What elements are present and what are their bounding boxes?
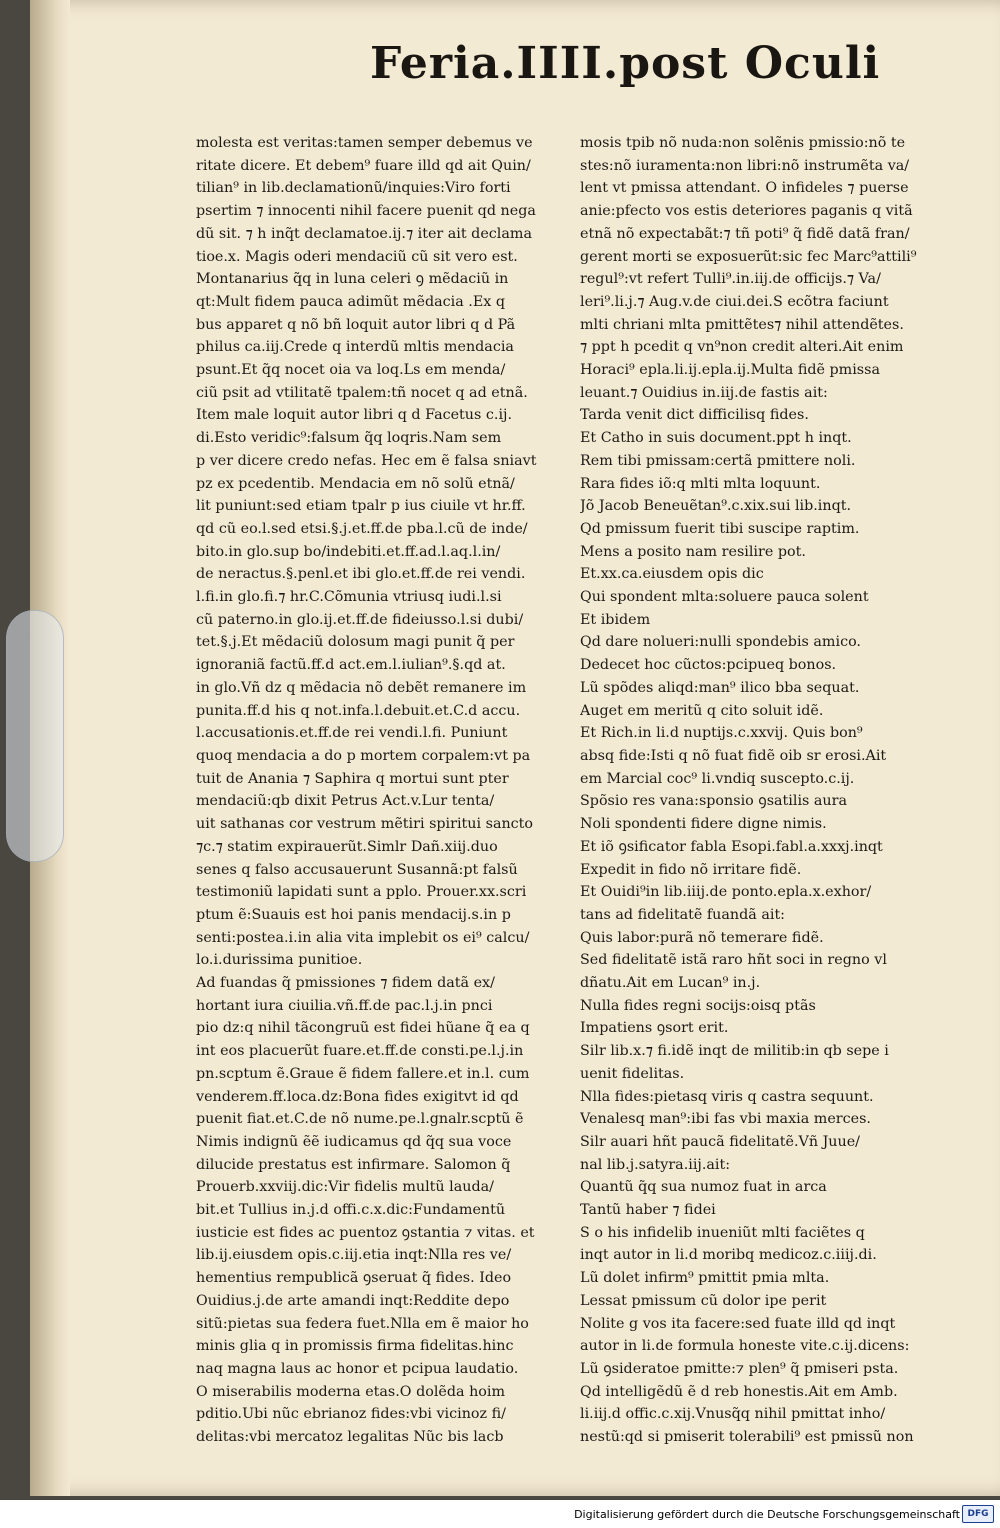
text-line: psertim ⁊ innocenti nihil facere puenit qd nega (196, 203, 536, 220)
text-line: tilian⁹ in lib.declamationũ/inquies:Viro forti (196, 180, 511, 197)
text-line: absq fide:Isti q nõ fuat fidẽ oib sr erosi.Ait (580, 747, 887, 764)
text-line: Silr auari hñt paucã fidelitatẽ.Vñ Juue/ (580, 1133, 861, 1150)
text-line: lo.i.durissima punitioe. (196, 952, 363, 969)
text-line: molesta est veritas:tamen semper debemus ve (196, 135, 533, 151)
text-line: punita.ff.d his q not.infa.l.debuit.et.C.d accu. (196, 702, 521, 719)
text-line: Et Rich.in li.d nuptijs.c.xxvij. Quis bon⁹ (580, 725, 863, 742)
text-line: ritate dicere. Et debem⁹ fuare illd qd ait Quin/ (196, 157, 531, 174)
text-line: hortant iura ciuilia.vñ.ff.de pac.l.j.in pnci (196, 997, 493, 1014)
text-line: inqt autor in li.d moribq medicoz.c.iiij.di. (580, 1247, 877, 1264)
text-line: ⁊c.⁊ statim expirauerũt.Simlr Dañ.xiij.duo (196, 838, 498, 855)
text-line: pn.scptum ẽ.Graue ẽ fidem fallere.et in.l. cum (196, 1065, 530, 1082)
text-line: tioe.x. Magis oderi mendaciũ cũ sit vero est. (196, 248, 518, 265)
text-line: Noli spondenti fidere digne nimis. (580, 816, 827, 833)
text-line: Qd dare nolueri:nulli spondebis amico. (580, 634, 861, 651)
text-line: bito.in glo.sup bo/indebiti.et.ff.ad.l.aq.l.in/ (196, 543, 501, 560)
text-line: pz ex pcedentib. Mendacia em nõ solũ etnã/ (196, 475, 515, 492)
text-line: tuit de Anania ⁊ Saphira q mortui sunt pter (196, 770, 509, 787)
text-line: psunt.Et q̃q nocet oia va loq.Ls em menda/ (196, 362, 506, 379)
text-line: regul⁹:vt refert Tulli⁹.in.iij.de officijs.⁊ Va/ (580, 271, 881, 288)
digitization-footer (0, 1500, 1000, 1528)
footer-credit: Digitalisierung gefördert durch die Deutsche Forschungsgemeinschaft (574, 1508, 960, 1521)
text-line: p ver dicere credo nefas. Hec em ẽ falsa sniavt (196, 452, 537, 469)
text-line: Et Ouidi⁹in lib.iiij.de ponto.epla.x.exhor/ (580, 884, 872, 901)
text-line: Quantũ q̃q sua numoz fuat in arca (580, 1179, 827, 1196)
text-line: dilucide prestatus est infirmare. Salomon q̃ (196, 1156, 511, 1173)
text-line: Nulla fides regni socijs:oisq ptãs (580, 997, 816, 1014)
text-line: mosis tpib nõ nuda:non solẽnis pmissio:nõ te (580, 135, 906, 151)
text-line: ignoraniã factũ.ff.d act.em.l.iulian⁹.§.qd at. (196, 657, 506, 674)
text-line: Impatiens ꝯsort erit. (580, 1020, 729, 1037)
text-line: nal lib.j.satyra.iij.ait: (580, 1156, 731, 1173)
text-line: de neractus.§.penl.et ibi glo.et.ff.de rei vendi. (196, 566, 526, 583)
text-line: etnã nõ expectabãt:⁊ tñ poti⁹ q̃ fidẽ datã fran/ (580, 225, 910, 242)
text-line: mendaciũ:qb dixit Petrus Act.v.Lur tenta/ (196, 793, 495, 810)
text-line: Quis labor:purã nõ temerare fidẽ. (580, 929, 824, 946)
text-line: O miserabilis moderna etas.O dolẽda hoim (196, 1383, 506, 1400)
text-line: Et.xx.ca.eiusdem opis dic (580, 566, 764, 583)
text-line: Nolite g vos ita facere:sed fuate illd qd inqt (580, 1315, 896, 1332)
text-line: Tantũ haber ⁊ fidei (580, 1202, 716, 1219)
text-line: Qd pmissum fuerit tibi suscipe raptim. (580, 520, 860, 537)
text-line: di.Esto veridic⁹:falsum q̃q loqris.Nam sem (196, 430, 502, 447)
text-line: Prouerb.xxviij.dic:Vir fidelis multũ lauda/ (196, 1179, 494, 1196)
text-line: Et ibidem (580, 611, 651, 628)
text-line: l.fi.in glo.fi.⁊ hr.C.Cõmunia vtriusq iudi.l.si (196, 589, 502, 606)
text-line: Lũ spõdes aliqd:man⁹ ilico bba sequat. (580, 679, 860, 696)
text-line: Auget em meritũ q cito soluit idẽ. (580, 702, 824, 719)
text-column-right (580, 132, 960, 1449)
text-line: cũ paterno.in glo.ij.et.ff.de fideiusso.l.si dubi/ (196, 611, 524, 628)
text-line: Ad fuandas q̃ pmissiones ⁊ fidem datã ex/ (196, 975, 495, 992)
text-column-left (196, 132, 572, 1449)
text-line: qd cũ eo.l.sed etsi.§.j.et.ff.de pba.l.cũ de inde/ (196, 520, 528, 537)
text-line: Silr lib.x.⁊ fi.idẽ inqt de militib:in qb sepe i (580, 1043, 889, 1060)
text-line: philus ca.iij.Crede q interdũ mltis mendacia (196, 339, 514, 356)
text-line: senes q falso accusauerunt Susannã:pt falsũ (196, 861, 518, 878)
text-line: hementius rempublicã ꝯseruat q̃ fides. Ideo (196, 1270, 512, 1287)
text-line: ptum ẽ:Suauis est hoi panis mendacij.s.in p (196, 906, 511, 923)
text-line: testimoniũ lapidati sunt a pplo. Prouer.xx.scri (196, 884, 527, 901)
text-line: Expedit in fido nõ irritare fidẽ. (580, 861, 802, 878)
text-line: Nlla fides:pietasq viris q castra sequunt. (580, 1088, 874, 1105)
text-line: Montanarius q̃q in luna celeri ꝯ mẽdaciũ in (196, 271, 509, 288)
text-line: leuant.⁊ Ouidius in.iij.de fastis ait: (580, 384, 828, 401)
text-line: tans ad fidelitatẽ fuandã ait: (580, 906, 786, 923)
text-line: Qd intelligẽdũ ẽ d reb honestis.Ait em Amb. (580, 1383, 898, 1400)
text-line: dñatu.Ait em Lucan⁹ in.j. (580, 975, 761, 992)
text-line: Jõ Jacob Beneuẽtan⁹.c.xix.sui lib.inqt. (580, 498, 852, 515)
text-line: Dedecet hoc cũctos:pcipueq bonos. (580, 657, 837, 674)
text-line: Nimis indignũ ẽẽ iudicamus qd q̃q sua voce (196, 1133, 512, 1150)
text-line: Horaci⁹ epla.li.ij.epla.ij.Multa fidẽ pmissa (580, 362, 880, 379)
text-line: Spõsio res vana:sponsio ꝯsatilis aura (580, 793, 847, 810)
text-line: int eos placuerũt fuare.et.ff.de consti.pe.l.j.in (196, 1043, 524, 1060)
text-line: lent vt pmissa attendant. O infideles ⁊ puerse (580, 180, 909, 197)
text-line: bus apparet q nõ bñ loquit autor libri q d Pã (196, 316, 516, 333)
text-line: uenit fidelitas. (580, 1065, 685, 1082)
dfg-logo: DFG (962, 1505, 994, 1523)
text-line: in glo.Vñ dz q mẽdacia nõ debẽt remanere im (196, 679, 527, 696)
text-line: naq magna laus ac honor et pcipua laudatio. (196, 1360, 519, 1377)
text-line: nestũ:qd si pmiserit tolerabili⁹ est pmissũ non (580, 1429, 914, 1446)
text-line: pio dz:q nihil tãcongruũ est fidei hũane q̃ ea q (196, 1020, 530, 1037)
text-line: Qui spondent mlta:soluere pauca solent (580, 589, 869, 606)
text-line: gerent morti se exposuerũt:sic fec Marc⁹attili⁹ (580, 248, 917, 265)
text-line: senti:postea.i.in alia vita implebit os ei⁹ calcu/ (196, 929, 530, 946)
text-line: S o his infidelib inueniũt mlti faciẽtes q (580, 1224, 865, 1241)
text-line: l.accusationis.et.ff.de rei vendi.l.fi. Puniunt (196, 725, 508, 742)
text-line: Et Catho in suis document.ppt h inqt. (580, 430, 852, 447)
text-line: puenit fiat.et.C.de nõ nume.pe.l.gnalr.scptũ ẽ (196, 1111, 524, 1128)
text-line: em Marcial coc⁹ li.vndiq suscepto.c.ij. (580, 770, 855, 787)
text-line: Rem tibi pmissam:certã pmittere noli. (580, 452, 856, 469)
text-line: sitũ:pietas sua federa fuet.Nlla em ẽ maior ho (196, 1315, 529, 1332)
text-line: Item male loquit autor libri q d Facetus c.ij. (196, 407, 512, 424)
text-line: pditio.Ubi nũc ebrianoz fides:vbi vicinoz fi/ (196, 1406, 506, 1423)
text-line: Lũ ꝯsideratoe pmitte:⁊ plen⁹ q̃ pmiseri psta. (580, 1360, 899, 1377)
text-line: Ouidius.j.de arte amandi inqt:Reddite depo (196, 1292, 510, 1309)
text-line: Mens a posito nam resilire pot. (580, 543, 806, 560)
text-line: Lessat pmissum cũ dolor ipe perit (580, 1292, 827, 1309)
page-clip (6, 610, 64, 862)
text-line: iusticie est fides ac puentoz ꝯstantia ⁊ vitas. et (196, 1224, 535, 1241)
text-line: lib.ij.eiusdem opis.c.iij.etia inqt:Nlla res ve/ (196, 1247, 512, 1264)
text-line: minis glia q in promissis firma fidelitas.hinc (196, 1338, 514, 1355)
running-head: Feria.IIII.post Oculi (370, 38, 881, 89)
text-line: mlti chriani mlta pmittẽtes⁊ nihil attendẽtes. (580, 316, 904, 333)
text-line: Sed fidelitatẽ istã raro hñt soci in regno vl (580, 952, 887, 969)
text-line: tet.§.j.Et mẽdaciũ dolosum magi punit q̃ per (196, 634, 515, 651)
text-line: venderem.ff.loca.dz:Bona fides exigitvt id qd (196, 1088, 519, 1105)
text-line: ciũ psit ad vtilitatẽ tpalem:tñ nocet q ad etnã. (196, 384, 528, 401)
text-line: Rara fides iõ:q mlti mlta loquunt. (580, 475, 821, 492)
text-line: autor in li.de formula honeste vite.c.ij.dicens: (580, 1338, 910, 1355)
text-line: Lũ dolet infirm⁹ pmittit pmia mlta. (580, 1270, 830, 1287)
text-line: anie:pfecto vos estis deteriores paganis q vitã (580, 203, 913, 220)
text-line: leri⁹.li.j.⁊ Aug.v.de ciui.dei.S ecõtra faciunt (580, 293, 889, 310)
text-line: li.iij.d offic.c.xij.Vnusq̃q nihil pmittat inho/ (580, 1406, 886, 1423)
text-line: Tarda venit dict difficilisq fides. (580, 407, 809, 424)
text-line: Et iõ ꝯsificator fabla Esopi.fabl.a.xxxj.inqt (580, 838, 883, 855)
text-line: dũ sit. ⁊ h inq̃t declamatoe.ij.⁊ iter ait declama (196, 225, 532, 242)
text-line: ⁊ ppt h pcedit q vn⁹non credit alteri.Ait enim (580, 339, 904, 356)
text-line: stes:nõ iuramenta:non libri:nõ instrumẽta va/ (580, 157, 910, 174)
text-line: lit puniunt:sed etiam tpalr p ius ciuile vt hr.ff. (196, 498, 526, 515)
text-line: qt:Mult fidem pauca adimũt mẽdacia .Ex q (196, 293, 506, 310)
text-line: quoq mendacia a do p mortem corpalem:vt pa (196, 747, 531, 764)
text-line: delitas:vbi mercatoz legalitas Nũc bis lacb (196, 1429, 504, 1446)
text-line: uit sathanas cor vestrum mẽtiri spiritui sancto (196, 816, 534, 833)
text-line: Venalesq man⁹:ibi fas vbi maxia merces. (580, 1111, 871, 1128)
text-line: bit.et Tullius in.j.d offi.c.x.dic:Fundamentũ (196, 1202, 506, 1219)
